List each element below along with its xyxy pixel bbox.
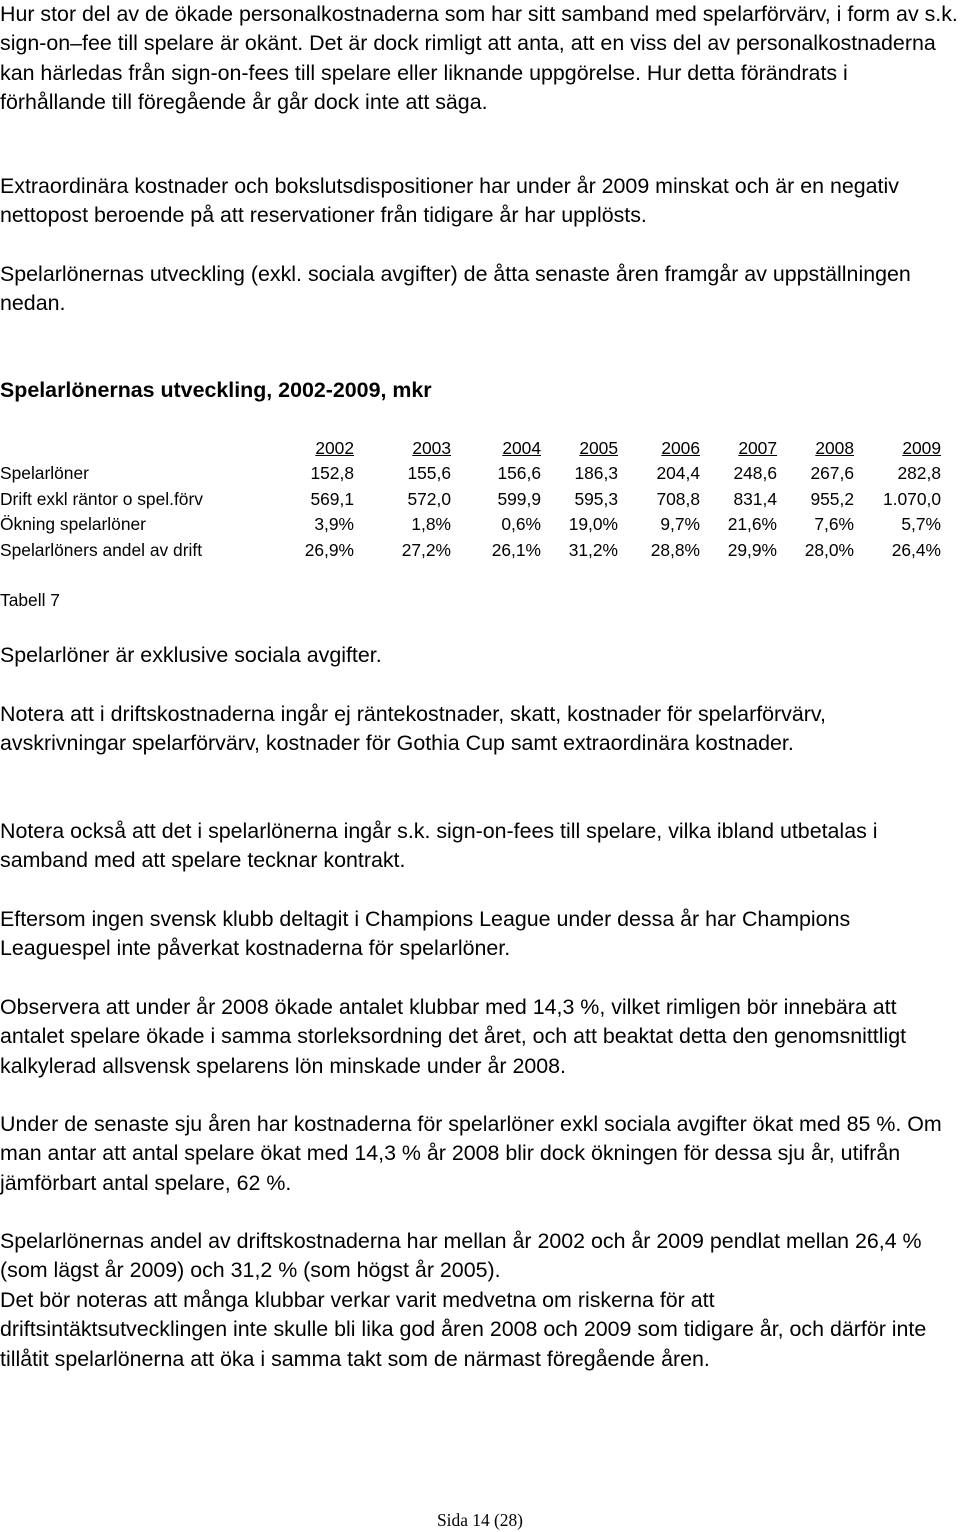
table-cell: 5,7%	[901, 514, 941, 535]
table-cell: 1.070,0	[882, 488, 941, 509]
table-row	[0, 512, 944, 537]
table-cell: 155,6	[407, 463, 451, 484]
note-club-awareness: Det bör noteras att många klubbar verkar varit medvetna om riskerna för att driftsintäktsutvecklingen inte skulle bli lika god åren 2008 och 2009 som tidigare år, och därför inte tillåtit spelarlönerna att öka i samma takt som de närmast föregående åren.	[0, 1288, 927, 1371]
paragraph-signon-fees: Hur stor del av de ökade personalkostnaderna som har sitt samband med spelarförvärv, i form av s.k. sign-on–fee till spelare är okänt. Det är dock rimligt att anta, att en viss del av personalkostnaderna kan härledas från sign-on-fees till spelare eller liknande uppgörelse. Hur detta förändrats i förhållande till föregående år går dock inte att säga.	[0, 2, 958, 115]
table-cell: 9,7%	[660, 514, 700, 535]
table-caption: Tabell 7	[0, 590, 60, 610]
row-label: Spelarlöner	[0, 463, 89, 484]
table-cell: 708,8	[656, 488, 700, 509]
table-cell: 156,6	[497, 463, 541, 484]
note-salary-share: Spelarlönernas andel av driftskostnaderna har mellan år 2002 och år 2009 pendlat mellan 26,4 % (som lägst år 2009) och 31,2 % (som högst år 2005).	[0, 1229, 922, 1283]
row-label: Spelarlöners andel av drift	[0, 539, 203, 560]
table-cell: 0,6%	[501, 514, 541, 535]
row-label: Drift exkl räntor o spel.förv	[0, 488, 203, 509]
year-header: 2002	[315, 438, 354, 458]
table-row	[0, 461, 944, 486]
table-cell: 28,8%	[650, 539, 700, 560]
note-salary-growth: Under de senaste sju åren har kostnaderna för spelarlöner exkl sociala avgifter ökat med 85 %. Om man antar att antal spelare ökat med 14,3 % år 2008 blir dock ökningen för dessa sju år, utifrån jämförbart antal spelare, 62 %.	[0, 1112, 942, 1195]
page-number: Sida 14 (28)	[437, 1510, 523, 1530]
year-header: 2007	[738, 438, 777, 458]
table-cell: 955,2	[810, 488, 854, 509]
table-cell: 21,6%	[727, 514, 777, 535]
table-cell: 28,0%	[804, 539, 854, 560]
table-cell: 26,1%	[491, 539, 541, 560]
table-cell: 569,1	[310, 488, 354, 509]
salary-table	[0, 436, 944, 563]
year-header: 2009	[902, 438, 941, 458]
table-cell: 26,4%	[891, 539, 941, 560]
year-header: 2003	[412, 438, 451, 458]
table-cell: 267,6	[810, 463, 854, 484]
table-header-row	[0, 436, 944, 461]
table-cell: 599,9	[497, 488, 541, 509]
row-label: Ökning spelarlöner	[0, 514, 146, 535]
note-operating-costs: Notera att i driftskostnaderna ingår ej räntekostnader, skatt, kostnader för spelarförvärv, avskrivningar spelarförvärv, kostnader för Gothia Cup samt extraordinära kostnader.	[0, 702, 826, 756]
year-header: 2008	[815, 438, 854, 458]
table-cell: 595,3	[574, 488, 618, 509]
paragraph-salary-development-intro: Spelarlönernas utveckling (exkl. sociala avgifter) de åtta senaste åren framgår av uppställningen nedan.	[0, 262, 911, 316]
table-cell: 1,8%	[411, 514, 451, 535]
table-row	[0, 538, 944, 563]
note-champions-league: Eftersom ingen svensk klubb deltagit i Champions League under dessa år har Champions Leaguespel inte påverkat kostnaderna för spelarlöner.	[0, 907, 851, 961]
table-cell: 248,6	[733, 463, 777, 484]
table-cell: 7,6%	[814, 514, 854, 535]
table-cell: 204,4	[656, 463, 700, 484]
note-social-fees: Spelarlöner är exklusive sociala avgifter.	[0, 643, 382, 667]
table-cell: 19,0%	[568, 514, 618, 535]
table-cell: 26,9%	[304, 539, 354, 560]
year-header: 2004	[502, 438, 541, 458]
table-cell: 186,3	[574, 463, 618, 484]
table-cell: 831,4	[733, 488, 777, 509]
table-cell: 152,8	[310, 463, 354, 484]
table-cell: 282,8	[897, 463, 941, 484]
table-title: Spelarlönernas utveckling, 2002-2009, mkr	[0, 378, 432, 402]
table-row	[0, 487, 944, 512]
table-cell: 572,0	[407, 488, 451, 509]
table-cell: 29,9%	[727, 539, 777, 560]
note-club-count-2008: Observera att under år 2008 ökade antalet klubbar med 14,3 %, vilket rimligen bör innebära att antalet spelare ökade i samma storleksordning det året, och att beaktat detta den genomsnittligt kalkylerad allsvensk spelarens lön minskade under år 2008.	[0, 995, 907, 1078]
year-header: 2006	[661, 438, 700, 458]
table-cell: 27,2%	[401, 539, 451, 560]
paragraph-extraordinary-costs: Extraordinära kostnader och bokslutsdispositioner har under år 2009 minskat och är en negativ nettopost beroende på att reservationer från tidigare år har upplösts.	[0, 174, 899, 228]
table-cell: 3,9%	[314, 514, 354, 535]
table-cell: 31,2%	[568, 539, 618, 560]
note-signon-fees: Notera också att det i spelarlönerna ingår s.k. sign-on-fees till spelare, vilka ibland utbetalas i samband med att spelare tecknar kontrakt.	[0, 819, 878, 873]
year-header: 2005	[579, 438, 618, 458]
